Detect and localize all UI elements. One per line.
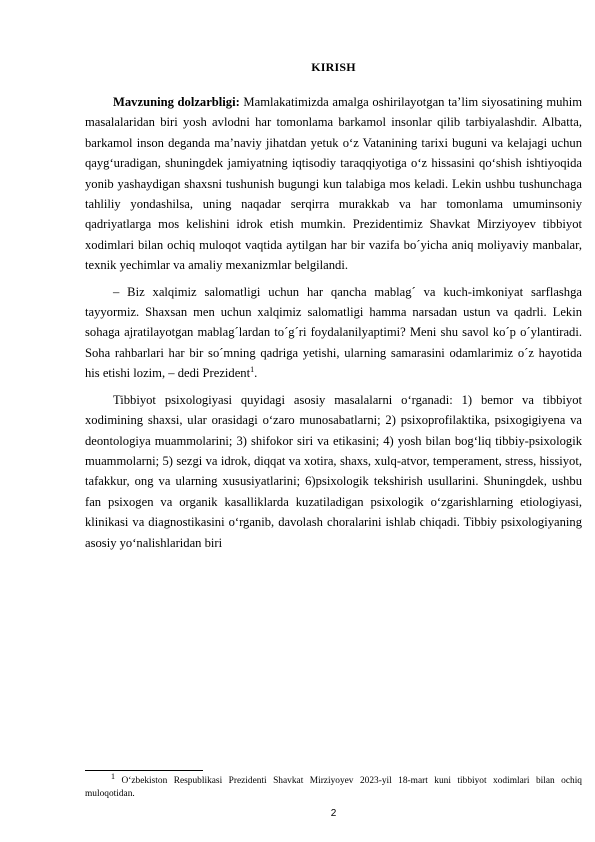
footnote [85,771,582,800]
footnote-divider [85,770,203,771]
paragraph-text: Mamlakatimizda amalga oshirilayotgan ta’lim siyosatining muhim masalalaridan biri yosh avlodni har tomonlama barkamol insonlar qilib tarbiyalashdir. Albatta, barkamol inson deganda ma’naviy jihatdan yetuk o‘z Vatanining tarixi buguni va kelajagi uchun qayg‘uradigan, shuningdek jamiyatning iqtisodiy taraqqiyotiga o‘z hissasini qo‘shish ishtiyoqida yonib yashaydigan shaxsni tushunish bugungi kun talabiga mos keladi. Lekin ushbu tushunchaga tahliliy yondashilsa, uning naqadar serqirra murakkab va har tomonlama umuminsoniy qadriyatlarga mos kelishini idrok etish mumkin. Prezidentimiz Shavkat Mirziyoyev tibbiyot xodimlari bilan ochiq muloqot vaqtida aytilgan har bir vazifa bo´yicha aniq moliyaviy manbalar, texnik yechimlar va amaliy mexanizmlar belgilandi. [85,95,583,273]
body-text [85,92,582,559]
paragraph-tail: . [254,366,258,381]
paragraph-lead: Mavzuning dolzarbligi: [113,95,240,109]
paragraph-relevance [85,92,582,276]
footnote-body [85,771,582,800]
footnote-reference[interactable]: 1 [250,365,255,375]
section-heading: KIRISH [311,60,356,74]
document-page [85,0,582,842]
footnote-text: O‘zbekiston Respublikasi Prezidenti Shavkat Mirziyoyev 2023-yil 18-mart kuni tibbiyot xodimlari bilan ochiq muloqotidan. [85,776,582,799]
paragraph-medical-psychology [85,390,582,553]
paragraph-text: – Biz xalqimiz salomatligi uchun har qancha mablag´ va kuch-imkoniyat sarflashga tayyormiz. Shaxsan men uchun xalqimiz salomatligi hamma narsadan ustun va qadrli. Lekin sohaga ajratilayotgan mablag´lardan to´g´ri foydalanilyaptimi? Meni shu savol ko´p o´ylantiradi. Soha rahbarlari har bir so´mning qadriga yetishi, ularning samarasini odamlarimiz o´z hayotida his etishi lozim, – dedi Prezident [85,284,582,381]
page-number: 2 [330,808,337,819]
paragraph-text: Tibbiyot psixologiyasi quyidagi asosiy masalalarni o‘rganadi: 1) bemor va tibbiyot xodimining shaxsi, ular orasidagi o‘zaro munosabatlarni; 2) psixoprofilaktika, psixogigiyena va deontologiya muammolarini; 3) shifokor siri va etikasini; 4) yosh bilan bog‘liq tibbiy-psixologik muammolarni; 5) sezgi va idrok, diqqat va xotira, shaxs, xulq-atvor, temperament, stress, hissiyot, tafakkur, ong va ularning xususiyatlarini; 6)psixologik tekshirish usullarini. Shuningdek, ushbu fan psixogen va organik kasalliklarda kuzatiladigan psixologik o‘zgarishlarning etiologiyasi, klinikasi va diagnostikasini o‘rganib, davolash choralarini ishlab chiqadi. Tibbiy psixologiyaning asosiy yo‘nalishlaridan biri [85,392,582,550]
paragraph-president-quote [85,282,582,384]
footnote-number: 1 [111,771,115,781]
